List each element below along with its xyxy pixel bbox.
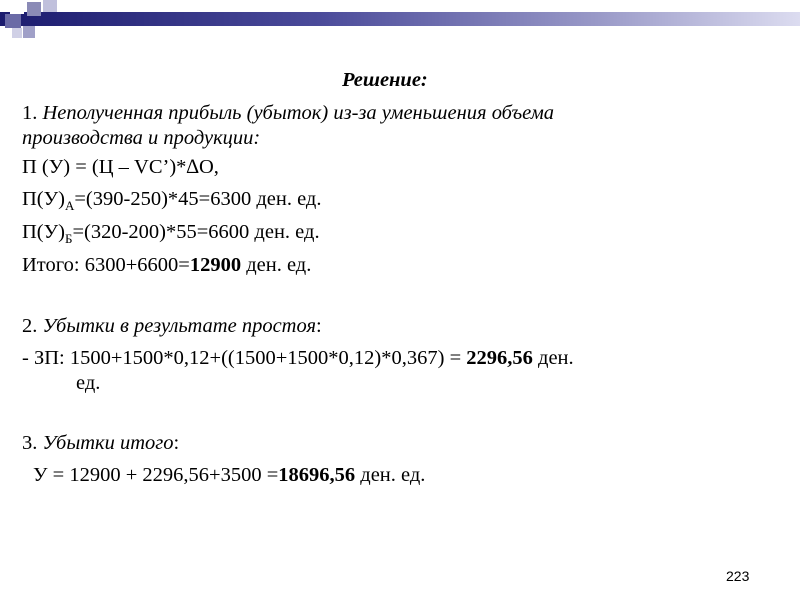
calc-b-expression: =(320-200)*55=6600 ден. ед.: [72, 221, 320, 243]
total1-line: [22, 253, 311, 277]
calc-a-line: [22, 187, 322, 211]
total1-unit: ден. ед.: [241, 254, 312, 276]
zp-value: 2296,56: [466, 347, 533, 369]
section3-title-line: [22, 431, 179, 455]
zp-expression: - ЗП: 1500+1500*0,12+((1500+1500*0,12)*0,367) =: [22, 347, 467, 369]
formula-line: П (У) = (Ц – VC’)*∆О,: [22, 156, 219, 178]
section3-number: 3.: [22, 432, 43, 454]
header-square: [5, 14, 21, 28]
section2-colon: :: [316, 315, 322, 337]
final-expression: У = 12900 + 2296,56+3500 =: [33, 464, 279, 486]
header-square: [10, 0, 24, 14]
final-unit: ден. ед.: [355, 464, 426, 486]
header-square: [12, 28, 22, 38]
header-square: [27, 2, 41, 16]
calc-b-line: [22, 220, 320, 244]
section2-title-line: [22, 314, 322, 338]
calc-a-expression: =(390-250)*45=6300 ден. ед.: [74, 188, 322, 210]
solution-heading: Решение:: [342, 69, 428, 91]
calc-b-subscript: Б: [64, 231, 73, 246]
zp-line-continuation: ед.: [76, 372, 101, 394]
total1-prefix: Итого: 6300+6600=: [22, 254, 190, 276]
final-line: [33, 463, 425, 487]
section3-title: Убытки итого: [42, 432, 174, 454]
final-value: 18696,56: [278, 464, 356, 486]
section1-title-line1: [22, 101, 554, 125]
header-square: [43, 0, 57, 12]
section1-number: 1.: [22, 102, 43, 124]
calc-a-prefix: П(У): [22, 188, 65, 210]
total1-value: 12900: [189, 254, 242, 276]
calc-a-subscript: А: [64, 198, 75, 213]
section2-title: Убытки в результате простоя: [42, 315, 316, 337]
section1-title-line2: производства и продукции:: [22, 127, 261, 149]
page-number: 223: [726, 568, 750, 584]
zp-unit: ден.: [532, 347, 574, 369]
zp-line: [22, 346, 574, 370]
section2-number: 2.: [22, 315, 43, 337]
section1-title-part1: Неполученная прибыль (убыток) из-за уменьшения объема: [42, 102, 555, 124]
calc-b-prefix: П(У): [22, 221, 65, 243]
section3-colon: :: [173, 432, 180, 454]
header-square: [23, 26, 35, 38]
header-gradient-bar: [0, 12, 800, 26]
